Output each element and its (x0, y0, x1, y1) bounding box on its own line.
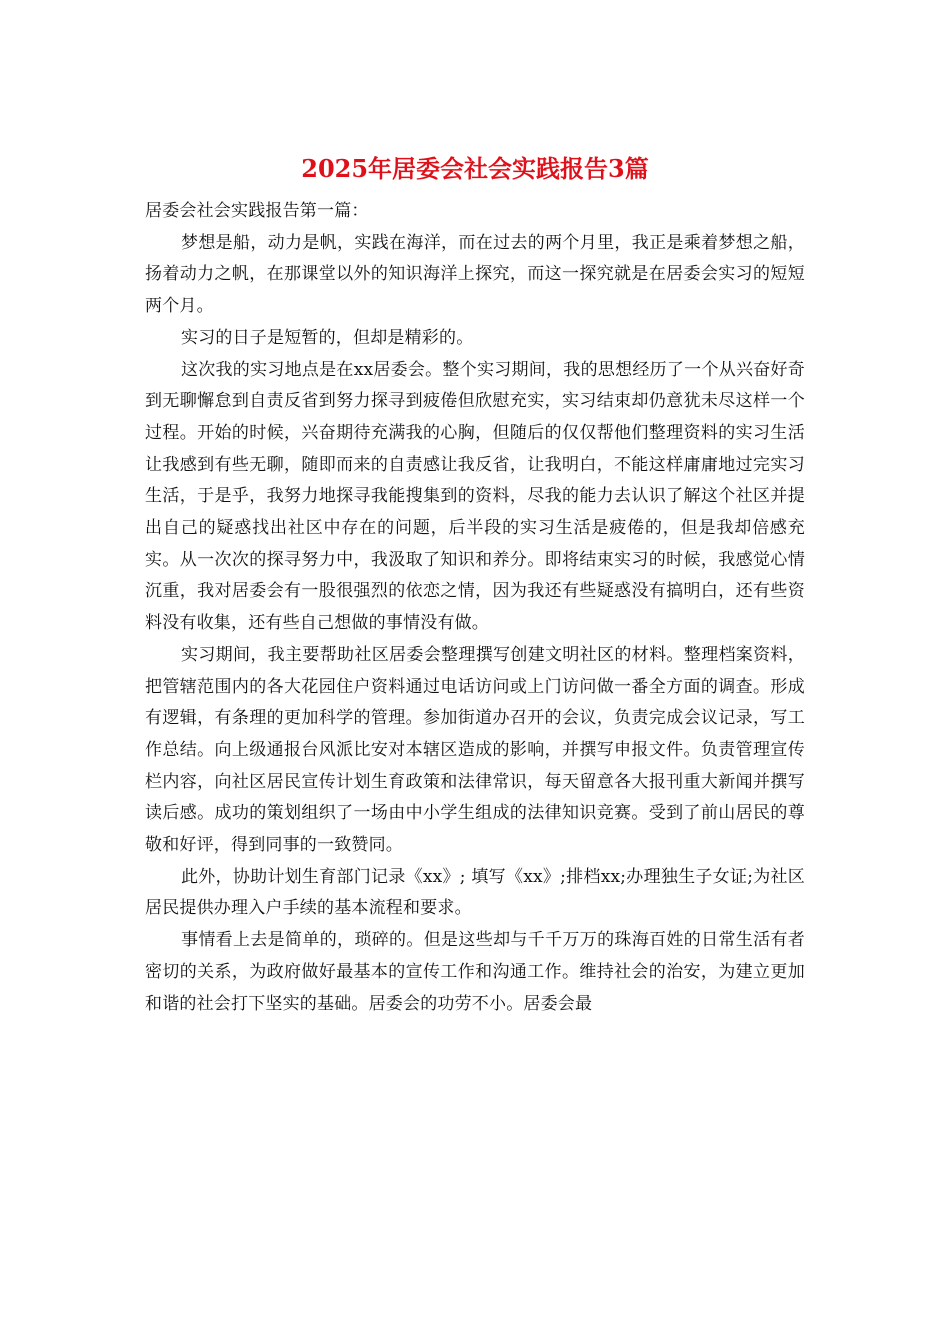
paragraph: 此外，协助计划生育部门记录《xx》; 填写《xx》;排档xx;办理独生子女证;为社区居民提供办理入户手续的基本流程和要求。 (145, 866, 805, 919)
section-heading: 居委会社会实践报告第一篇： (145, 201, 369, 221)
paragraph: 实习期间，我主要帮助社区居委会整理撰写创建文明社区的材料。整理档案资料，把管辖范围内的各大花园住户资料通过电话访问或上门访问做一番全方面的调查。形成有逻辑，有条理的更加科学的管理。参加街道办召开的会议，负责完成会议记录，写工作总结。向上级通报台风派比安对本辖区造成的影响，并撰写申报文件。负责管理宣传栏内容，向社区居民宣传计划生育政策和法律常识，每天留意各大报刊重大新闻并撰写读后感。成功的策划组织了一场由中小学生组成的法律知识竞赛。受到了前山居民的尊敬和好评，得到同事的一致赞同。 (145, 644, 805, 856)
document-title: 2025年居委会社会实践报告3篇 (301, 154, 649, 183)
document-body (145, 196, 805, 1020)
paragraph: 事情看上去是简单的，琐碎的。但是这些却与千千万万的珠海百姓的日常生活有者密切的关系，为政府做好最基本的宣传工作和沟通工作。维持社会的治安，为建立更加和谐的社会打下坚实的基础。居委会的功劳不小。居委会最 (145, 930, 805, 1014)
paragraph: 这次我的实习地点是在xx居委会。整个实习期间，我的思想经历了一个从兴奋好奇到无聊懈怠到自责反省到努力探寻到疲倦但欣慰充实，实习结束却仍意犹未尽这样一个过程。开始的时候，兴奋期待充满我的心胸，但随后的仅仅帮他们整理资料的实习生活让我感到有些无聊，随即而来的自责感让我反省，让我明白，不能这样庸庸地过完实习生活，于是乎，我努力地探寻我能搜集到的资料，尽我的能力去认识了解这个社区并提出自己的疑惑找出社区中存在的问题，后半段的实习生活是疲倦的，但是我却倍感充实。从一次次的探寻努力中，我汲取了知识和养分。即将结束实习的时候，我感觉心情沉重，我对居委会有一股很强烈的依恋之情，因为我还有些疑惑没有搞明白，还有些资料没有收集，还有些自己想做的事情没有做。 (145, 359, 805, 634)
paragraph: 实习的日子是短暂的，但却是精彩的。 (181, 327, 474, 348)
paragraph: 梦想是船，动力是帆，实践在海洋，而在过去的两个月里，我正是乘着梦想之船，扬着动力之帆，在那课堂以外的知识海洋上探究，而这一探究就是在居委会实习的短短两个月。 (145, 232, 805, 317)
